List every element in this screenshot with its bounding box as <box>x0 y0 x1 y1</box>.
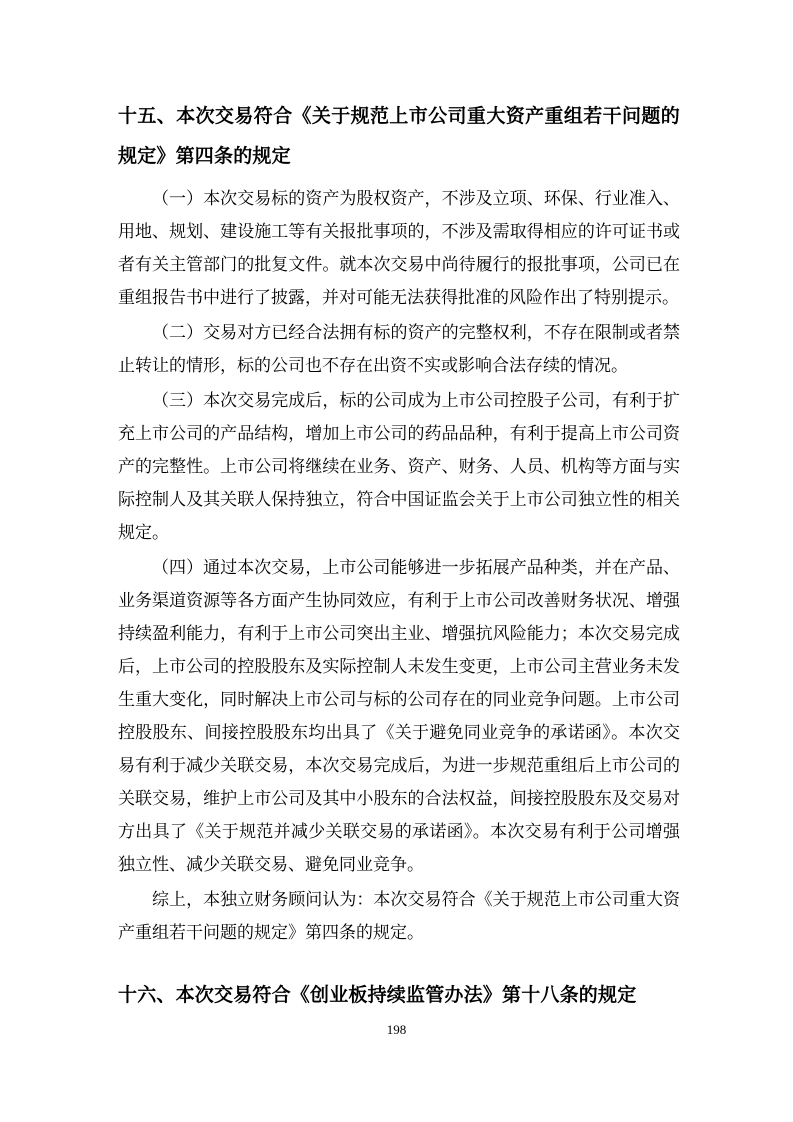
paragraph-item-3: （三）本次交易完成后，标的公司成为上市公司控股子公司，有利于扩充上市公司的产品结构，增加上市公司的药品品种，有利于提高上市公司资产的完整性。上市公司将继续在业务、资产、财务、人员、机构等方面与实际控制人及其关联人保持独立，符合中国证监会关于上市公司独立性的相关规定。 <box>118 391 680 542</box>
page-content <box>118 96 680 1015</box>
page-number: 198 <box>386 1022 407 1037</box>
section-heading-fifteen: 十五、本次交易符合《关于规范上市公司重大资产重组若干问题的规定》第四条的规定 <box>118 105 680 167</box>
paragraph-conclusion: 综上，本独立财务顾问认为：本次交易符合《关于规范上市公司重大资产重组若干问题的规定》第四条的规定。 <box>118 890 680 942</box>
paragraph-item-1: （一）本次交易标的资产为股权资产，不涉及立项、环保、行业准入、用地、规划、建设施工等有关报批事项的，不涉及需取得相应的许可证书或者有关主管部门的批复文件。就本次交易中尚待履行的报批事项，公司已在重组报告书中进行了披露，并对可能无法获得批准的风险作出了特别提示。 <box>118 189 680 307</box>
paragraph-item-4: （四）通过本次交易，上市公司能够进一步拓展产品种类，并在产品、业务渠道资源等各方面产生协同效应，有利于上市公司改善财务状况、增强持续盈利能力，有利于上市公司突出主业、增强抗风险能力；本次交易完成后，上市公司的控股股东及实际控制人未发生变更，上市公司主营业务未发生重大变化，同时解决上市公司与标的公司存在的同业竞争问题。上市公司控股股东、间接控股股东均出具了《关于避免同业竞争的承诺函》。本次交易有利于减少关联交易，本次交易完成后，为进一步规范重组后上市公司的关联交易，维护上市公司及其中小股东的合法权益，间接控股股东及交易对方出具了《关于规范并减少关联交易的承诺函》。本次交易有利于公司增强独立性、减少关联交易、避免同业竞争。 <box>118 558 680 874</box>
paragraph-item-2: （二）交易对方已经合法拥有标的资产的完整权利，不存在限制或者禁止转让的情形，标的公司也不存在出资不实或影响合法存续的情况。 <box>118 323 680 375</box>
section-heading-sixteen: 十六、本次交易符合《创业板持续监管办法》第十八条的规定 <box>118 984 637 1006</box>
